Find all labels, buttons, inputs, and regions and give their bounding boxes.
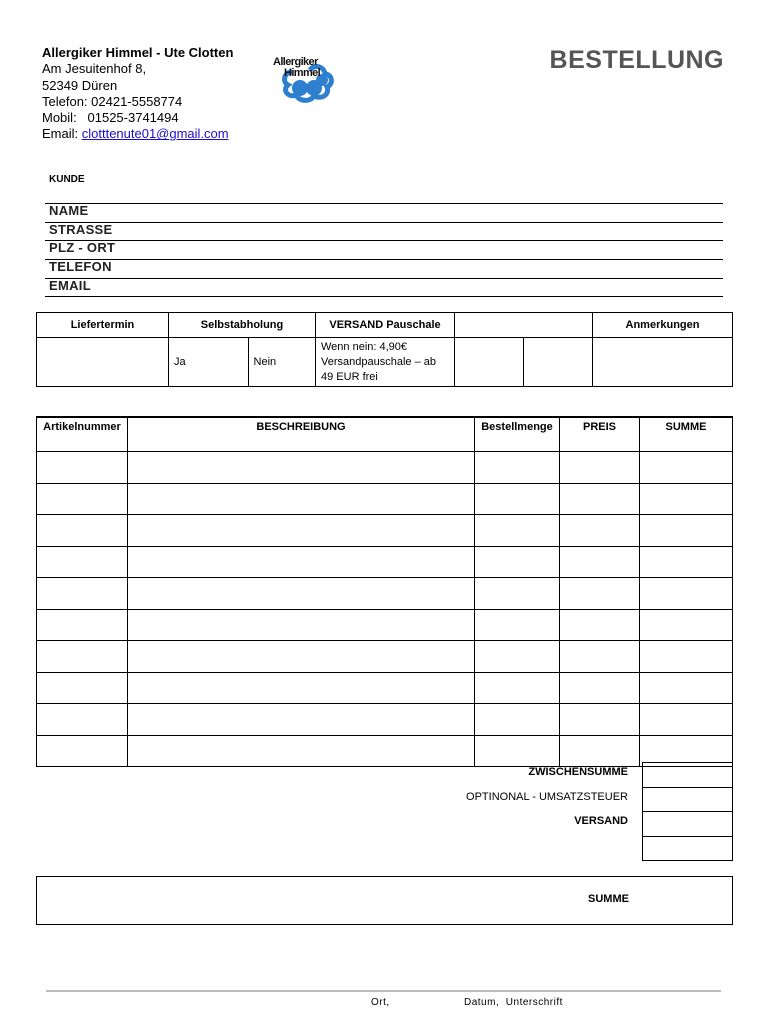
item-cell[interactable] — [128, 452, 475, 484]
item-cell[interactable] — [640, 578, 733, 610]
item-cell[interactable] — [475, 483, 560, 515]
item-cell[interactable] — [475, 452, 560, 484]
extra-total-cell[interactable] — [643, 836, 733, 861]
field-label: PLZ - ORT — [49, 240, 116, 255]
header-selbstabholung: Selbstabholung — [169, 313, 316, 338]
zwischensumme-cell[interactable] — [643, 763, 733, 788]
item-cell[interactable] — [128, 515, 475, 547]
email-label: Email: — [42, 126, 82, 142]
header-anmerkungen: Anmerkungen — [593, 313, 733, 338]
summe-label: SUMME — [588, 893, 629, 905]
customer-field-phone[interactable] — [45, 259, 723, 278]
nein-cell[interactable]: Nein — [248, 338, 315, 387]
item-cell[interactable] — [37, 704, 128, 736]
item-cell[interactable] — [37, 452, 128, 484]
item-cell[interactable] — [560, 515, 640, 547]
item-cell[interactable] — [560, 641, 640, 673]
item-cell[interactable] — [640, 515, 733, 547]
item-cell[interactable] — [640, 672, 733, 704]
customer-field-name[interactable] — [45, 203, 723, 222]
table-row — [37, 735, 733, 767]
table-row — [37, 483, 733, 515]
item-cell[interactable] — [560, 672, 640, 704]
item-cell[interactable] — [37, 546, 128, 578]
signature-ort: Ort, — [371, 997, 390, 1008]
item-cell[interactable] — [640, 704, 733, 736]
item-cell[interactable] — [560, 546, 640, 578]
company-mobile: Mobil: 01525-3741494 — [42, 110, 179, 126]
signature-datum: Datum, Unterschrift — [464, 997, 563, 1008]
header-summe: SUMME — [640, 417, 733, 452]
customer-field-city[interactable] — [45, 240, 723, 259]
item-cell[interactable] — [475, 704, 560, 736]
header-liefertermin: Liefertermin — [37, 313, 169, 338]
summe-box[interactable] — [36, 876, 733, 925]
item-cell[interactable] — [128, 546, 475, 578]
page-title: BESTELLUNG — [549, 46, 724, 74]
table-row — [37, 546, 733, 578]
item-cell[interactable] — [560, 483, 640, 515]
item-cell[interactable] — [640, 483, 733, 515]
item-cell[interactable] — [128, 483, 475, 515]
item-cell[interactable] — [475, 515, 560, 547]
item-cell[interactable] — [560, 609, 640, 641]
item-cell[interactable] — [37, 515, 128, 547]
field-label: EMAIL — [49, 278, 91, 293]
item-cell[interactable] — [640, 546, 733, 578]
logo-cloud-icon — [270, 50, 342, 104]
company-city: 52349 Düren — [42, 77, 118, 93]
item-cell[interactable] — [37, 641, 128, 673]
extra-cell-2[interactable] — [524, 338, 593, 387]
logo-text-2: Himmel — [284, 67, 321, 79]
item-cell[interactable] — [560, 704, 640, 736]
customer-field-email[interactable] — [45, 278, 723, 297]
versand-label: VERSAND — [574, 815, 628, 827]
header-bestellmenge: Bestellmenge — [475, 417, 560, 452]
table-row — [37, 452, 733, 484]
item-cell[interactable] — [37, 672, 128, 704]
table-row — [37, 672, 733, 704]
item-cell[interactable] — [128, 641, 475, 673]
field-label: TELEFON — [49, 259, 112, 274]
item-cell[interactable] — [128, 609, 475, 641]
header-artikelnummer: Artikelnummer — [37, 417, 128, 452]
item-cell[interactable] — [560, 452, 640, 484]
zwischensumme-label: ZWISCHENSUMME — [528, 766, 628, 778]
customer-field-street[interactable] — [45, 222, 723, 241]
item-cell[interactable] — [475, 578, 560, 610]
versand-cell[interactable] — [643, 812, 733, 837]
ja-cell[interactable]: Ja — [169, 338, 249, 387]
company-street: Am Jesuitenhof 8, — [42, 61, 147, 77]
company-phone: Telefon: 02421-5558774 — [42, 93, 183, 109]
item-cell[interactable] — [475, 735, 560, 767]
totals-table — [642, 762, 733, 861]
steuer-label: OPTINONAL - UMSATZSTEUER — [466, 791, 628, 803]
item-cell[interactable] — [37, 735, 128, 767]
versand-note: Wenn nein: 4,90€ Versandpauschale – ab 49 EUR frei — [316, 338, 455, 387]
item-cell[interactable] — [475, 546, 560, 578]
table-row — [37, 704, 733, 736]
item-cell[interactable] — [560, 735, 640, 767]
item-cell[interactable] — [475, 672, 560, 704]
company-address — [42, 45, 233, 143]
delivery-table — [36, 312, 733, 387]
signature-line — [46, 990, 721, 992]
items-body — [37, 452, 733, 767]
item-cell[interactable] — [475, 609, 560, 641]
email-link[interactable]: clotttenute01@gmail.com — [81, 126, 229, 142]
header-versand: VERSAND Pauschale — [316, 313, 455, 338]
table-row — [37, 515, 733, 547]
table-row — [37, 641, 733, 673]
item-cell[interactable] — [128, 578, 475, 610]
item-cell[interactable] — [128, 672, 475, 704]
item-cell[interactable] — [37, 483, 128, 515]
item-cell[interactable] — [128, 735, 475, 767]
table-row — [37, 578, 733, 610]
field-label: NAME — [49, 203, 89, 218]
customer-label: KUNDE — [49, 174, 85, 185]
item-cell[interactable] — [640, 641, 733, 673]
item-cell[interactable] — [128, 704, 475, 736]
item-cell[interactable] — [475, 641, 560, 673]
item-cell[interactable] — [37, 578, 128, 610]
liefertermin-cell[interactable] — [37, 338, 169, 387]
steuer-cell[interactable] — [643, 787, 733, 812]
item-cell[interactable] — [640, 609, 733, 641]
item-cell[interactable] — [560, 578, 640, 610]
header-preis: PREIS — [560, 417, 640, 452]
extra-cell-1[interactable] — [455, 338, 524, 387]
logo-text-1: Allergiker — [273, 56, 318, 68]
company-name: Allergiker Himmel - Ute Clotten — [42, 45, 234, 60]
item-cell[interactable] — [640, 452, 733, 484]
anmerkungen-cell[interactable] — [593, 338, 733, 387]
table-row — [37, 609, 733, 641]
item-cell[interactable] — [37, 609, 128, 641]
header-empty — [455, 313, 593, 338]
field-label: STRASSE — [49, 222, 113, 237]
header-beschreibung: BESCHREIBUNG — [128, 417, 475, 452]
items-table — [36, 416, 733, 767]
